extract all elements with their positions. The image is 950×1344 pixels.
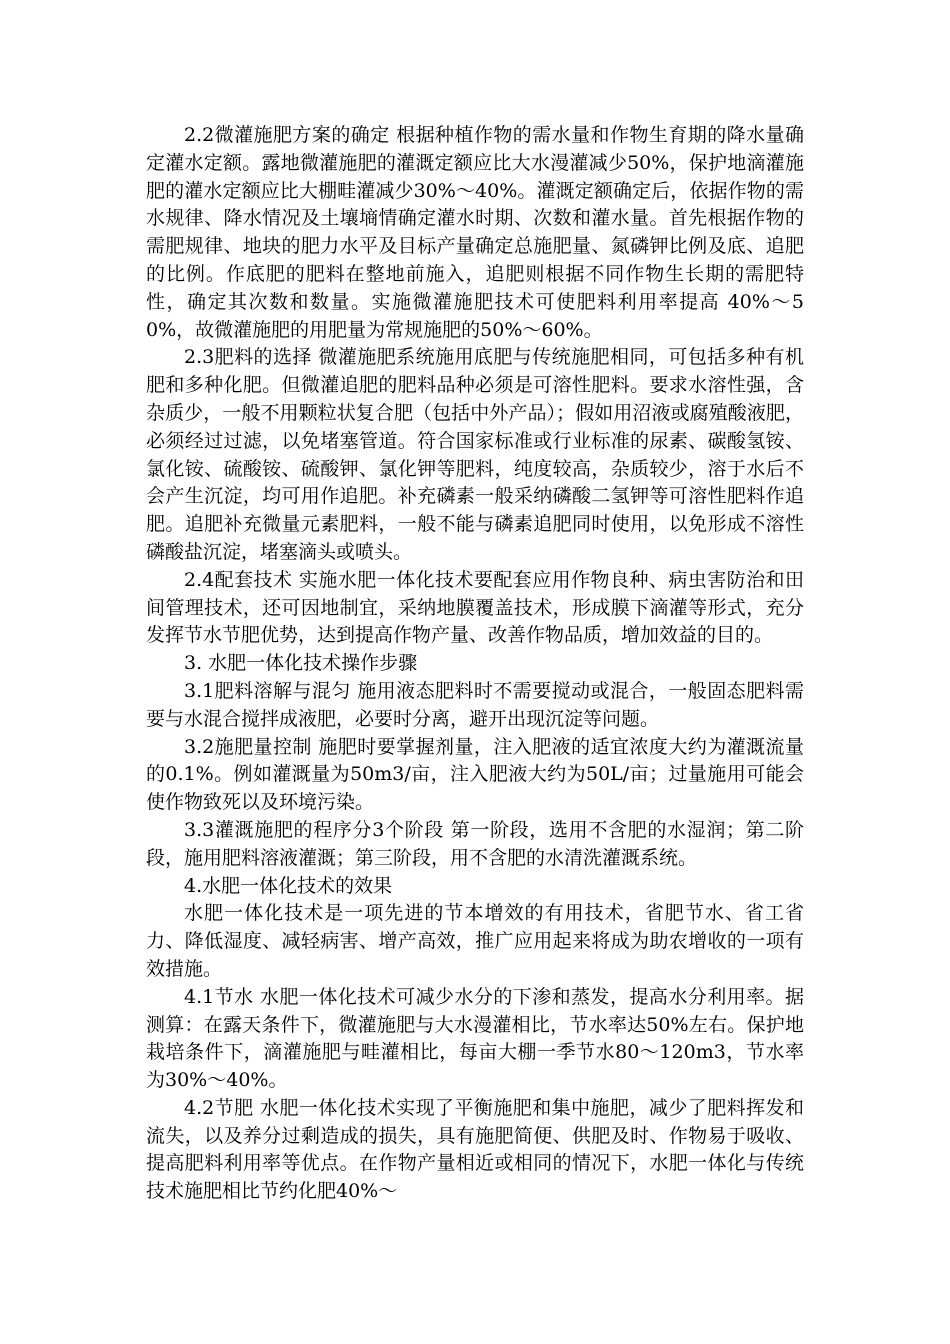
paragraph-3-2-dosage-control: 3.2施肥量控制 施肥时要掌握剂量，注入肥液的适宜浓度大约为灌溉流量的0.1%。例如灌溉量为50m3/亩，注入肥液大约为50L/亩；过量施用可能会使作物致死以及环境污染。 [146, 735, 804, 814]
paragraph-4-2-fertilizer-saving: 4.2节肥 水肥一体化技术实现了平衡施肥和集中施肥，减少了肥料挥发和流失，以及养分过剩造成的损失，具有施肥简便、供肥及时、作物易于吸收、提高肥料利用率等优点。在作物产量相近或相同的情况下，水肥一体化与传统技术施肥相比节约化肥40%～ [146, 1096, 804, 1203]
paragraph-2-2-micro-irrigation-plan: 2.2微灌施肥方案的确定 根据种植作物的需水量和作物生育期的降水量确定灌水定额。露地微灌施肥的灌溉定额应比大水漫灌减少50%，保护地滴灌施肥的灌水定额应比大棚畦灌减少30%～40%。灌溉定额确定后，依据作物的需水规律、降水情况及土壤墒情确定灌水时期、次数和灌水量。首先根据作物的需肥规律、地块的肥力水平及目标产量确定总施肥量、氮磷钾比例及底、追肥的比例。作底肥的肥料在整地前施入，追肥则根据不同作物生长期的需肥特性，确定其次数和数量。实施微灌施肥技术可使肥料利用率提高 40%～50%，故微灌施肥的用肥量为常规施肥的50%～60%。 [146, 124, 804, 341]
paragraph-2-4-supporting-techniques: 2.4配套技术 实施水肥一体化技术要配套应用作物良种、病虫害防治和田间管理技术，还可因地制宜，采纳地膜覆盖技术，形成膜下滴灌等形式，充分发挥节水节肥优势，达到提高作物产量、改善作物品质，增加效益的目的。 [146, 568, 804, 647]
paragraph-2-3-fertilizer-selection: 2.3肥料的选择 微灌施肥系统施用底肥与传统施肥相同，可包括多种有机肥和多种化肥。但微灌追肥的肥料品种必须是可溶性肥料。要求水溶性强，含杂质少，一般不用颗粒状复合肥（包括中外产品）；假如用沼液或腐殖酸液肥，必须经过过滤，以免堵塞管道。符合国家标准或行业标准的尿素、碳酸氢铵、氯化铵、硫酸铵、硫酸钾、氯化钾等肥料，纯度较高，杂质较少，溶于水后不会产生沉淀，均可用作追肥。补充磷素一般采纳磷酸二氢钾等可溶性肥料作追肥。追肥补充微量元素肥料，一般不能与磷素追肥同时使用，以免形成不溶性磷酸盐沉淀，堵塞滴头或喷头。 [146, 346, 804, 563]
paragraph-3-1-dissolving-mixing: 3.1肥料溶解与混匀 施用液态肥料时不需要搅动或混合，一般固态肥料需要与水混合搅拌成液肥，必要时分离，避开出现沉淀等问题。 [146, 679, 804, 730]
paragraph-4-intro: 水肥一体化技术是一项先进的节本增效的有用技术，省肥节水、省工省力、降低湿度、减轻病害、增产高效，推广应用起来将成为助农增收的一项有效措施。 [146, 902, 804, 980]
heading-3-operation-steps: 3. 水肥一体化技术操作步骤 [184, 652, 418, 675]
paragraph-4-1-water-saving: 4.1节水 水肥一体化技术可减少水分的下渗和蒸发，提高水分利用率。据测算：在露天条件下，微灌施肥与大水漫灌相比，节水率达50%左右。保护地栽培条件下，滴灌施肥与畦灌相比，每亩大棚一季节水80～120m3，节水率为30%～40%。 [146, 985, 804, 1092]
heading-4-effects: 4.水肥一体化技术的效果 [184, 874, 393, 897]
document-body [146, 122, 804, 1206]
paragraph-3-3-irrigation-procedure: 3.3灌溉施肥的程序分3个阶段 第一阶段，选用不含肥的水湿润；第二阶段，施用肥料溶液灌溉；第三阶段，用不含肥的水清洗灌溉系统。 [146, 818, 804, 869]
